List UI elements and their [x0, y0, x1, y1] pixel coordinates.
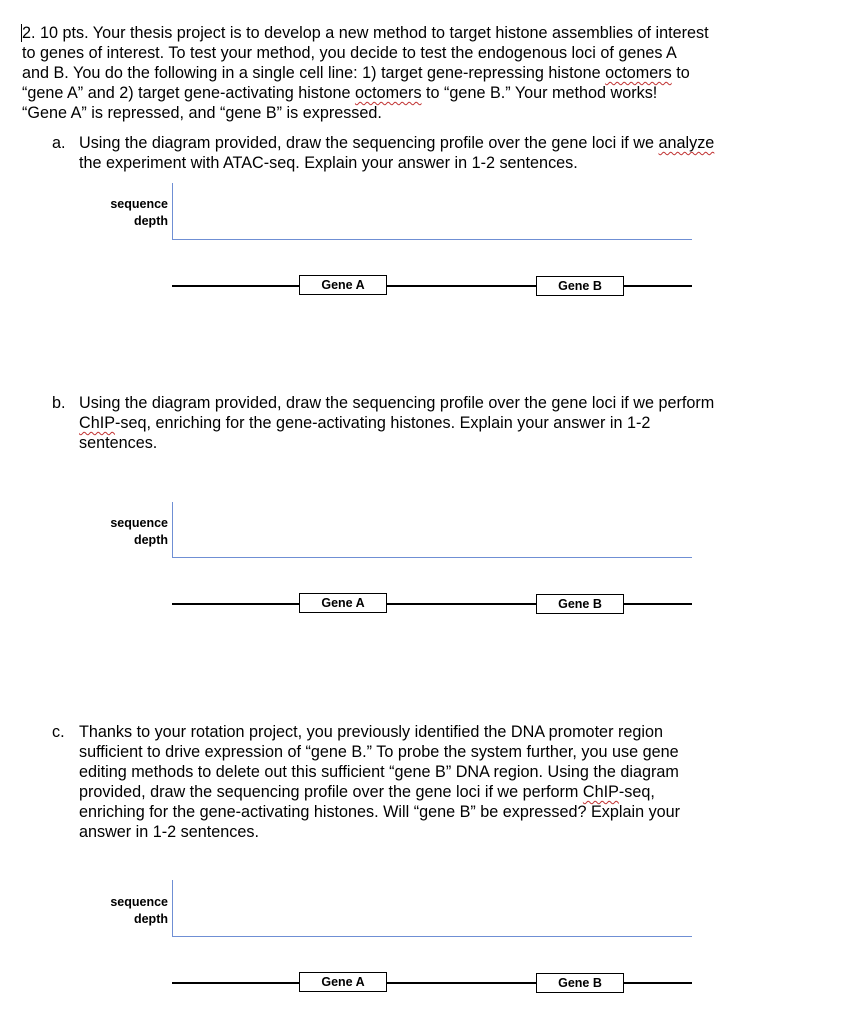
- part-c-marker: c.: [52, 723, 65, 741]
- spellcheck-word[interactable]: octomers: [605, 64, 672, 82]
- spellcheck-word[interactable]: ChIP: [79, 414, 115, 432]
- spellcheck-word[interactable]: octomers: [354, 84, 422, 102]
- y-axis: [172, 502, 173, 558]
- question-line-1: 2. 10 pts. Your thesis project is to develop a new method to target histone assemblies of interest: [22, 24, 709, 42]
- question-number: 2.: [22, 24, 36, 42]
- y-axis-label: sequence depth: [110, 516, 168, 547]
- question-line-3: and B. You do the following in a single cell line: 1) target gene-repressing histone octomers to: [22, 64, 690, 82]
- x-axis: [172, 557, 692, 558]
- part-c: c. Thanks to your rotation project, you previously identified the DNA promoter region sufficient to drive expression of “gene B.” To probe the system further, you use gene editing methods to delete out this sufficient “gene B” DNA region. Using the diagram provided, draw the sequencing profile over the gene loci if we perform ChIP-seq, enriching for the gene-activating histones. Will “gene B” be expressed? Explain your answer in 1-2 sentences.: [52, 723, 681, 841]
- gene-b-box: Gene B: [536, 276, 624, 296]
- gene-a-box: Gene A: [299, 972, 387, 992]
- gene-b-box: Gene B: [536, 594, 624, 614]
- part-b: b. Using the diagram provided, draw the sequencing profile over the gene loci if we perform ChIP-seq, enriching for the gene-activating histones. Explain your answer in 1-2 sentences.: [52, 394, 715, 452]
- part-a-marker: a.: [52, 134, 66, 152]
- y-axis: [172, 880, 173, 937]
- part-b-marker: b.: [52, 394, 66, 412]
- spellcheck-word[interactable]: ChIP: [582, 783, 619, 801]
- spellcheck-word[interactable]: analyze: [658, 134, 715, 152]
- y-axis: [172, 183, 173, 240]
- question-line-4: “gene A” and 2) target gene-activating histone octomers to “gene B.” Your method works!: [22, 84, 658, 102]
- y-axis-label: sequence depth: [110, 895, 168, 926]
- gene-a-box: Gene A: [299, 275, 387, 295]
- question-stem: [22, 23, 822, 123]
- gene-a-box: Gene A: [299, 593, 387, 613]
- part-a: a. Using the diagram provided, draw the sequencing profile over the gene loci if we analyze the experiment with ATAC-seq. Explain your answer in 1-2 sentences.: [52, 134, 715, 172]
- y-axis-label: sequence depth: [110, 197, 168, 228]
- question-line-5: “Gene A” is repressed, and “gene B” is expressed.: [22, 104, 382, 122]
- x-axis: [172, 936, 692, 937]
- question-line-2: to genes of interest. To test your method, you decide to test the endogenous loci of genes A: [22, 44, 677, 62]
- x-axis: [172, 239, 692, 240]
- gene-b-box: Gene B: [536, 973, 624, 993]
